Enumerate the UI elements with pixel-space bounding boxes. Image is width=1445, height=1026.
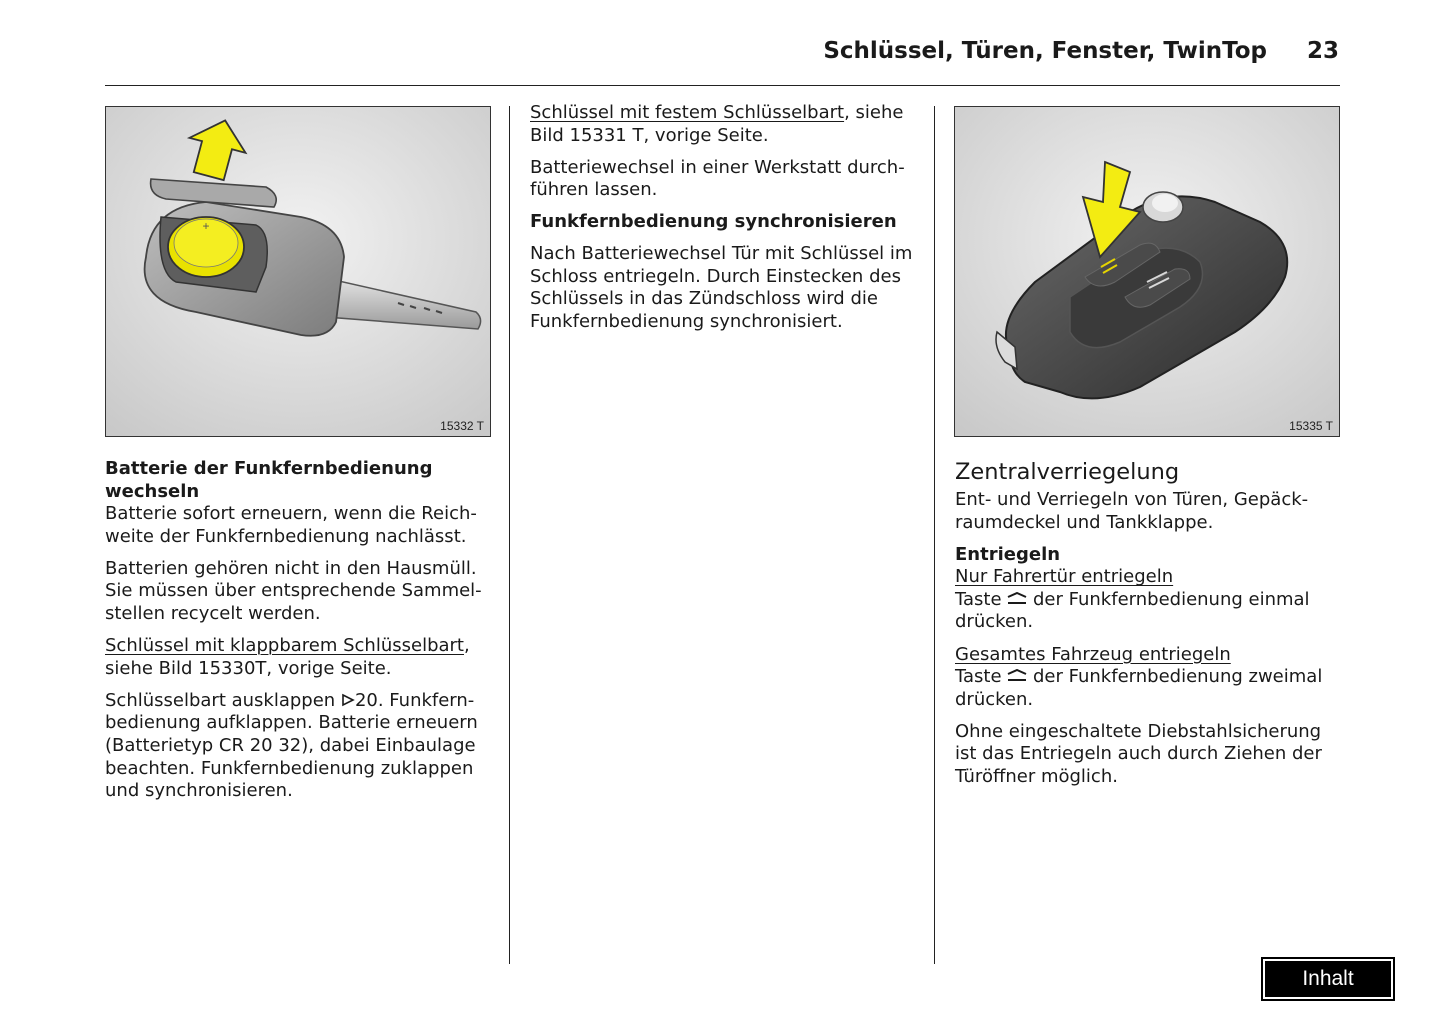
paragraph: Batterien gehören nicht in den Hausmüll. Sie müssen über entsprechende Sammel- stellen recycelt werden.: [105, 557, 482, 625]
paragraph: Batterie sofort erneuern, wenn die Reich- weite der Funkfernbedienung nachlässt.: [105, 503, 477, 547]
section-heading: Funkfernbedienung synchronisieren: [530, 211, 897, 233]
inhalt-button[interactable]: Inhalt: [1261, 957, 1395, 1001]
cross-reference-link[interactable]: Schlüssel mit klappbarem Schlüsselbart: [105, 635, 464, 657]
paragraph: Schlüssel mit festem Schlüsselbart, siehe Bild 15331 T, vorige Seite.: [530, 102, 904, 146]
section-title: Zentralverriegelung: [955, 459, 1180, 485]
page-reference-icon: [341, 693, 355, 707]
battery-replacement-figure: [105, 106, 491, 437]
item-title: Nur Fahrertür entriegeln: [955, 566, 1174, 588]
paragraph: Schlüssel mit klappbarem Schlüsselbart, siehe Bild 15330T, vorige Seite.: [105, 635, 470, 679]
section-heading: Batterie der Funkfernbedienung wechseln: [105, 458, 433, 502]
paragraph: Ohne eingeschaltete Diebstahlsicherung ist das Entriegeln auch durch Ziehen der Türöffner möglich.: [955, 720, 1322, 788]
paragraph: Schlüsselbart ausklappen 20. Funkfern- bedienung aufklappen. Batterie erneuern (Batterietyp CR 20 32), dabei Einbaulage beachten. Funkfernbedienung zuklappen und synchronisieren.: [105, 689, 478, 802]
right-column: [955, 459, 1345, 798]
paragraph: Taste der Funkfernbedienung einmal drücken.: [955, 588, 1310, 633]
item-title: Gesamtes Fahrzeug entriegeln: [955, 643, 1231, 665]
header-divider: [105, 85, 1340, 86]
paragraph: Batteriewechsel in einer Werkstatt durch- führen lassen.: [530, 156, 905, 201]
paragraph: Taste der Funkfernbedienung zweimal drücken.: [955, 666, 1323, 710]
remote-unlock-figure: [954, 106, 1340, 437]
left-column: [105, 458, 505, 812]
page-header-title: Schlüssel, Türen, Fenster, TwinTop: [823, 38, 1267, 64]
figure-label: 15332 T: [440, 419, 484, 433]
paragraph: Ent- und Verriegeln von Türen, Gepäck- raumdeckel und Tankklappe.: [955, 489, 1309, 533]
sub-heading: Entriegeln: [955, 543, 1061, 565]
cross-reference-link[interactable]: Schlüssel mit festem Schlüsselbart: [530, 102, 845, 123]
page-reference-link[interactable]: 20: [354, 689, 378, 711]
remote-key-illustration: [955, 107, 1340, 437]
paragraph: Nach Batteriewechsel Tür mit Schlüssel im Schloss entriegeln. Durch Einstecken des Schlüssels in das Zündschloss wird die Funkfernbedienung synchronisiert.: [530, 242, 913, 332]
svg-text:+: +: [202, 219, 210, 233]
column-divider-right: [934, 106, 935, 964]
column-divider-left: [509, 106, 510, 964]
page-number: 23: [1306, 38, 1339, 64]
key-battery-illustration: [106, 107, 491, 437]
unlock-button-icon: [1007, 592, 1027, 606]
middle-column: [530, 102, 925, 343]
figure-label: 15335 T: [1289, 419, 1333, 433]
unlock-button-icon: [1007, 669, 1027, 683]
